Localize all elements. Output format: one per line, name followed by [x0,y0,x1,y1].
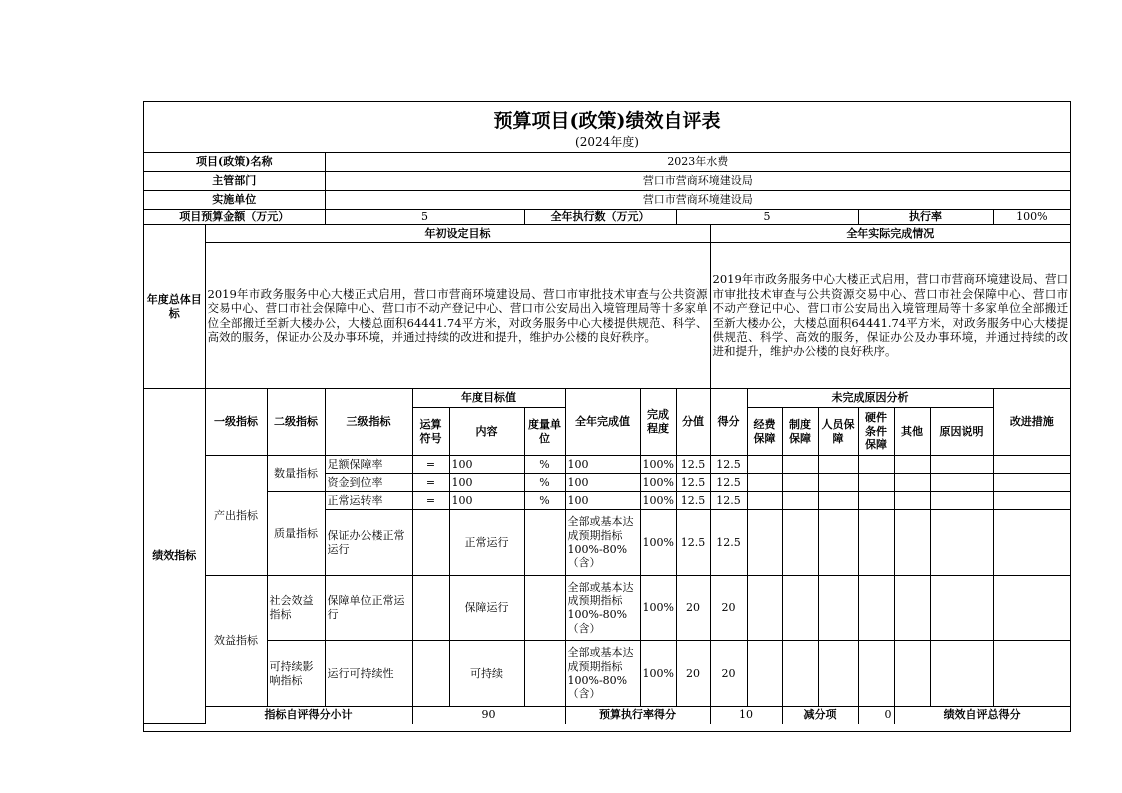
row-budget [144,210,1070,225]
row-unit [524,510,565,576]
row-score: 12.5 [710,510,747,576]
row-degree: 100% [640,641,676,707]
rate-value: 100% [993,210,1070,225]
subtotal-value: 90 [412,707,565,724]
goals-actual-text: 2019年市政务服务中心大楼正式启用，营口市营商环境建设局、营口市审批技术审查与公共资源交易中心、营口市社会保障中心、营口市不动产登记中心、营口市公安局出入境管理局等十多家单位全部搬迁至新大楼办公，大楼总面积64441.74平方米，对政务服务中心大楼提供规范、科学、高效的服务，保证办公及办事环境，并通过持续的改进和提升，维护办公楼的良好秩序。 [710,243,1070,389]
perf-label: 绩效指标 [144,389,205,724]
dept-label: 主管部门 [144,172,325,191]
budget-score-label: 预算执行率得分 [565,707,710,724]
budget-value: 5 [325,210,524,225]
header-unit: 度量单位 [524,408,565,456]
header-level3: 三级指标 [325,389,412,456]
row-score: 12.5 [710,456,747,474]
header-target-group: 年度目标值 [412,389,565,408]
goals-row-label: 年度总体目标 [144,225,205,389]
header-reason-funding: 经费保障 [747,408,782,456]
unit-label: 实施单位 [144,191,325,210]
subtotal-label: 指标自评得分小计 [205,707,412,724]
header-reason-system: 制度保障 [782,408,818,456]
row-completed: 100 [565,456,640,474]
row-degree: 100% [640,474,676,492]
header-level2: 二级指标 [267,389,325,456]
row-completed: 100 [565,474,640,492]
row-completed: 全部或基本达成预期指标100%-80%（含） [565,510,640,576]
row-l3: 保障单位正常运行 [325,576,412,641]
budget-label: 项目预算金额（万元） [144,210,325,225]
level2-quantity: 数量指标 [267,456,325,492]
row-content: 100 [449,474,524,492]
dept-value: 营口市营商环境建设局 [325,172,1070,191]
row-dept [144,172,1070,191]
row-completed: 全部或基本达成预期指标100%-80%（含） [565,641,640,707]
goals-actual-header: 全年实际完成情况 [710,225,1070,243]
header-reason-staff: 人员保障 [818,408,858,456]
row-op [412,641,449,707]
header-degree: 完成程度 [640,389,676,456]
row-l3: 正常运转率 [325,492,412,510]
header-reason-other: 其他 [894,408,930,456]
row-op: = [412,492,449,510]
row-op: = [412,456,449,474]
level2-sustain: 可持续影响指标 [267,641,325,707]
row-score: 12.5 [710,474,747,492]
table-row [144,641,1070,707]
unit-value: 营口市营商环境建设局 [325,191,1070,210]
row-content: 100 [449,492,524,510]
project-name-value: 2023年水费 [325,153,1070,172]
row-goals-text [144,243,1070,389]
row-value: 12.5 [676,474,710,492]
header-content: 内容 [449,408,524,456]
row-l3: 足额保障率 [325,456,412,474]
row-degree: 100% [640,492,676,510]
row-project-name [144,153,1070,172]
row-unit [144,191,1070,210]
header-reason-group: 未完成原因分析 [747,389,993,408]
row-perf-header-1 [144,389,1070,408]
row-value: 12.5 [676,492,710,510]
level2-social: 社会效益指标 [267,576,325,641]
row-score: 20 [710,641,747,707]
row-degree: 100% [640,456,676,474]
row-content: 正常运行 [449,510,524,576]
row-unit: % [524,456,565,474]
deduct-label: 减分项 [782,707,858,724]
level1-output: 产出指标 [205,456,267,576]
row-score: 12.5 [710,492,747,510]
row-l3: 资金到位率 [325,474,412,492]
row-unit: % [524,492,565,510]
header-level1: 一级指标 [205,389,267,456]
row-value: 20 [676,641,710,707]
level1-benefit: 效益指标 [205,576,267,707]
rate-label: 执行率 [858,210,993,225]
page-title: 预算项目(政策)绩效自评表 [493,110,721,132]
row-l3: 运行可持续性 [325,641,412,707]
budget-score-value: 10 [710,707,782,724]
header-completed: 全年完成值 [565,389,640,456]
deduct-value: 0 [858,707,894,724]
title-block [144,102,1070,153]
project-name-label: 项目(政策)名称 [144,153,325,172]
row-op: = [412,474,449,492]
table-row [144,456,1070,474]
row-completed: 全部或基本达成预期指标100%-80%（含） [565,576,640,641]
row-degree: 100% [640,510,676,576]
row-unit [524,641,565,707]
row-completed: 100 [565,492,640,510]
row-l3: 保证办公楼正常运行 [325,510,412,576]
header-score: 得分 [710,389,747,456]
goals-initial-text: 2019年市政务服务中心大楼正式启用，营口市营商环境建设局、营口市审批技术审查与公共资源交易中心、营口市社会保障中心、营口市不动产登记中心、营口市公安局出入境管理局等十多家单位全部搬迁至新大楼办公，大楼总面积64441.74平方米，对政务服务中心大楼提供规范、科学、高效的服务，保证办公及办事环境，并通过持续的改进和提升，维护办公楼的良好秩序。 [205,243,710,389]
page-subtitle: (2024年度) [575,135,639,149]
header-reason-hardware: 硬件条件保障 [858,408,894,456]
row-content: 100 [449,456,524,474]
table-row [144,576,1070,641]
row-footer [144,707,1070,724]
goals-initial-header: 年初设定目标 [205,225,710,243]
table-row [144,492,1070,510]
row-op [412,576,449,641]
row-goals-header [144,225,1070,243]
header-score-value: 分值 [676,389,710,456]
header-improve: 改进措施 [993,389,1070,456]
row-content: 保障运行 [449,576,524,641]
row-value: 20 [676,576,710,641]
header-reason-desc: 原因说明 [930,408,993,456]
row-unit: % [524,474,565,492]
row-degree: 100% [640,576,676,641]
level2-quality: 质量指标 [267,492,325,576]
executed-label: 全年执行数（万元） [524,210,676,225]
row-value: 12.5 [676,456,710,474]
evaluation-sheet [143,101,1071,732]
row-score: 20 [710,576,747,641]
row-content: 可持续 [449,641,524,707]
header-operator: 运算符号 [412,408,449,456]
total-label: 绩效自评总得分 [894,707,1070,724]
row-op [412,510,449,576]
row-unit [524,576,565,641]
executed-value: 5 [676,210,858,225]
evaluation-table [144,152,1070,724]
row-value: 12.5 [676,510,710,576]
